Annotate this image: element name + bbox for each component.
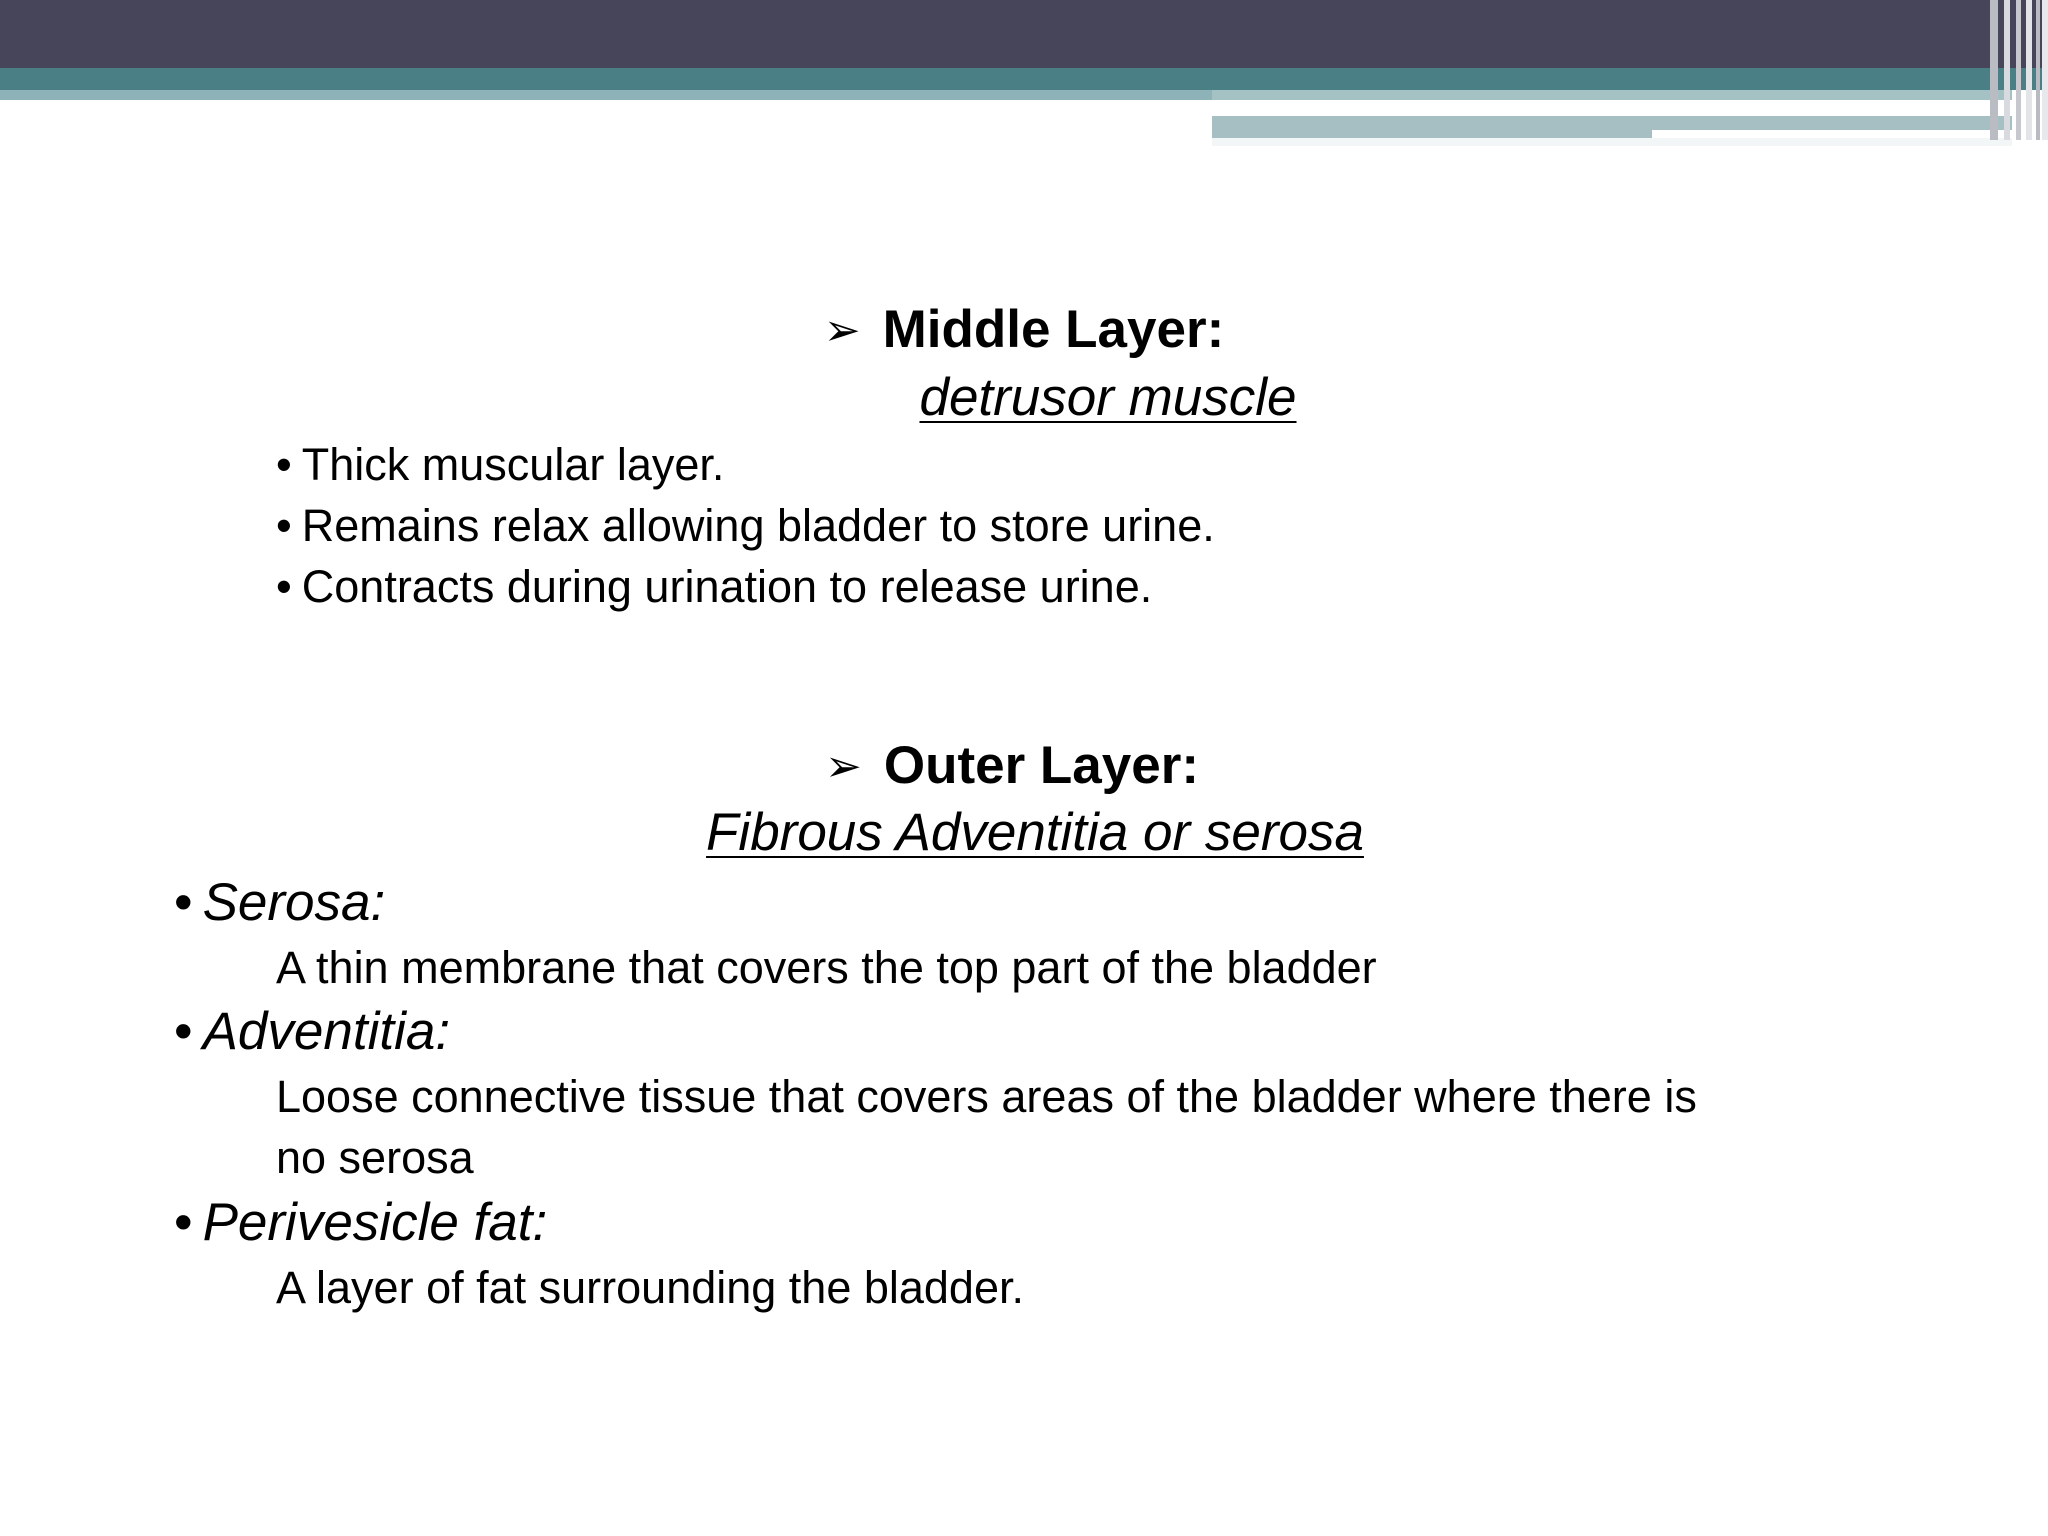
- term-description: A thin membrane that covers the top part of the bladder: [276, 942, 1377, 993]
- term-description: A layer of fat surrounding the bladder.: [276, 1262, 1024, 1313]
- outer-layer-term: [174, 1191, 547, 1255]
- header-stripe: [1990, 0, 1998, 140]
- bullet-icon: •: [276, 561, 292, 612]
- header-stripe: [2004, 0, 2010, 140]
- header-stripe: [2042, 0, 2048, 140]
- header-teal-band: [0, 68, 2048, 90]
- outer-layer-heading: [112, 734, 1912, 799]
- bullet-icon: •: [174, 873, 193, 932]
- middle-layer-subtitle: detrusor muscle: [919, 368, 1297, 427]
- outer-layer-title: Outer Layer:: [883, 736, 1200, 795]
- middle-layer-point: [276, 559, 1152, 615]
- bullet-icon: •: [174, 1193, 193, 1252]
- middle-layer-point-text: Thick muscular layer.: [301, 439, 725, 490]
- term-adventitia: Adventitia:: [202, 1002, 451, 1061]
- header-stripe: [2016, 0, 2021, 140]
- outer-layer-term: [174, 1000, 450, 1064]
- term-serosa: Serosa:: [202, 873, 386, 932]
- outer-layer-subtitle: Fibrous Adventitia or serosa: [706, 803, 1364, 862]
- header-stripe: [2026, 0, 2032, 140]
- middle-layer-point-text: Contracts during urination to release urine.: [301, 561, 1153, 612]
- middle-layer-title: Middle Layer:: [882, 300, 1225, 359]
- term-description: no serosa: [276, 1132, 474, 1183]
- bullet-icon: •: [174, 1002, 193, 1061]
- middle-layer-point: [276, 498, 1215, 554]
- header-light-band-right: [1212, 90, 2012, 100]
- middle-layer-point: [276, 437, 724, 493]
- header-dark-band: [0, 0, 2048, 68]
- arrow-bullet-icon: ➢: [824, 742, 862, 791]
- term-perivesicle-fat: Perivesicle fat:: [202, 1193, 548, 1252]
- bullet-icon: •: [276, 439, 292, 490]
- bullet-icon: •: [276, 500, 292, 551]
- term-description: Loose connective tissue that covers areas of the bladder where there is: [276, 1071, 1697, 1122]
- header-light-band-left: [0, 90, 1212, 100]
- header-stripe: [2036, 0, 2040, 140]
- middle-layer-heading: [0, 298, 2048, 363]
- middle-layer-point-text: Remains relax allowing bladder to store urine.: [301, 500, 1215, 551]
- outer-layer-term: [174, 871, 385, 935]
- header-soft-edge: [1212, 138, 2012, 146]
- arrow-bullet-icon: ➢: [823, 306, 861, 355]
